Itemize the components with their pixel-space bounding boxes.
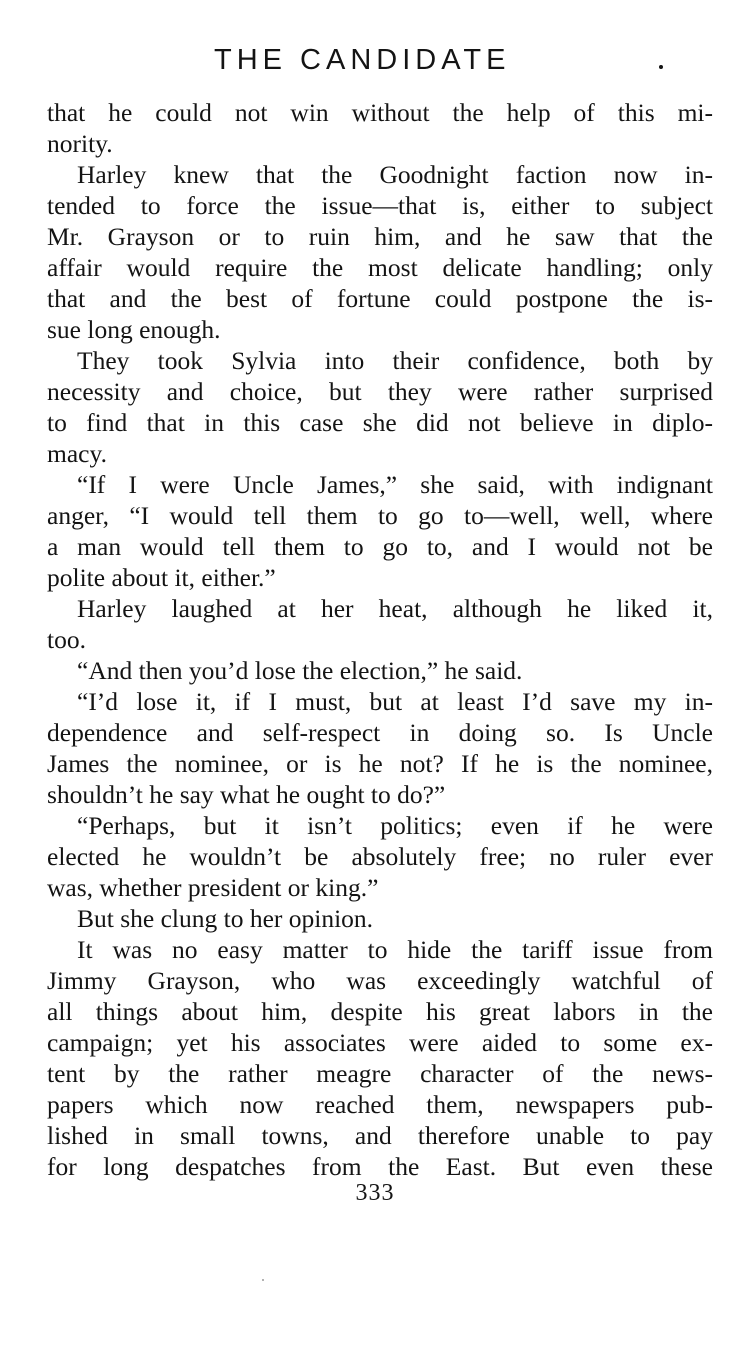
- text-line: necessity and choice, but they were rather surprised: [47, 377, 713, 406]
- text-line: anger, “I would tell them to go to—well, well, where: [47, 501, 713, 530]
- text-line: affair would require the most delicate handling; only: [47, 253, 713, 282]
- text-line: polite about it, either.”: [47, 563, 276, 592]
- text-line: Mr. Grayson or to ruin him, and he saw that the: [47, 222, 713, 251]
- running-head-title: THE CANDIDATE: [214, 44, 511, 76]
- text-line: “I’d lose it, if I must, but at least I’d save my in-: [77, 687, 713, 716]
- text-line: elected he wouldn’t be absolutely free; no ruler ever: [47, 842, 713, 871]
- text-line: It was no easy matter to hide the tariff issue from: [77, 935, 713, 964]
- text-line: Harley knew that the Goodnight faction now in-: [77, 160, 713, 189]
- text-line: all things about him, despite his great labors in the: [47, 997, 713, 1026]
- text-line: “Perhaps, but it isn’t politics; even if he were: [77, 811, 713, 840]
- text-line: But she clung to her opinion.: [77, 904, 374, 933]
- text-line: campaign; yet his associates were aided to some ex-: [47, 1028, 713, 1057]
- text-line: tent by the rather meagre character of the news-: [47, 1059, 713, 1088]
- text-line: James the nominee, or is he not? If he is the nominee,: [47, 749, 713, 778]
- text-line: macy.: [47, 439, 107, 468]
- text-line: to find that in this case she did not believe in diplo-: [47, 408, 713, 437]
- page-number: 333: [355, 1180, 395, 1206]
- text-line: tended to force the issue—that is, either to subject: [47, 191, 713, 220]
- text-line: “And then you’d lose the election,” he said.: [77, 656, 523, 685]
- text-line: nority.: [47, 129, 113, 158]
- text-line: They took Sylvia into their confidence, both by: [77, 346, 713, 375]
- text-line: for long despatches from the East. But even these: [47, 1152, 713, 1181]
- text-line: was, whether president or king.”: [47, 873, 379, 902]
- body-text: [47, 97, 713, 1182]
- text-line: “If I were Uncle James,” she said, with indignant: [77, 470, 713, 499]
- text-line: that and the best of fortune could postpone the is-: [47, 284, 713, 313]
- text-line: shouldn’t he say what he ought to do?”: [47, 780, 446, 809]
- scan-speck: [262, 1279, 264, 1281]
- text-line: Harley laughed at her heat, although he liked it,: [77, 594, 713, 623]
- running-head: [0, 38, 750, 82]
- running-head-dot: [659, 65, 663, 69]
- text-line: a man would tell them to go to, and I would not be: [47, 532, 713, 561]
- text-line: lished in small towns, and therefore unable to pay: [47, 1121, 713, 1150]
- text-line: Jimmy Grayson, who was exceedingly watchful of: [47, 966, 713, 995]
- text-line: sue long enough.: [47, 315, 221, 344]
- text-line: papers which now reached them, newspapers pub-: [47, 1090, 713, 1119]
- text-line: too.: [47, 625, 86, 654]
- text-line: dependence and self-respect in doing so. Is Uncle: [47, 718, 713, 747]
- text-line: that he could not win without the help of this mi-: [47, 98, 713, 127]
